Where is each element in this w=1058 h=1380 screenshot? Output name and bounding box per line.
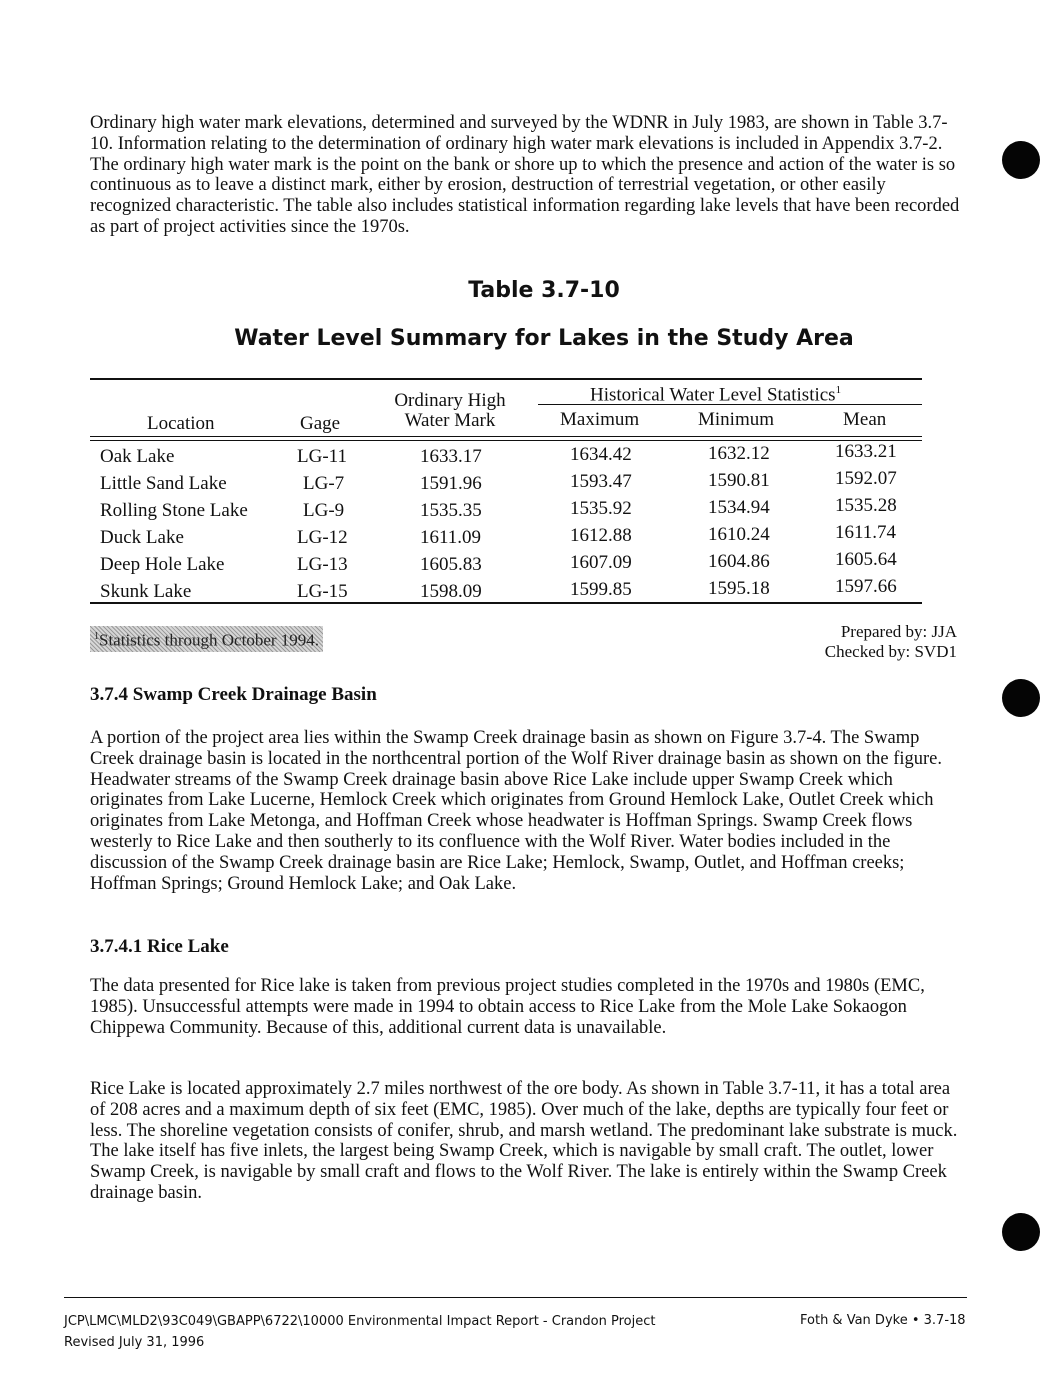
header-location: Location — [147, 413, 215, 434]
cell-minimum: 1590.81 — [708, 470, 770, 491]
table-bottom-rule — [90, 602, 922, 604]
cell-mean: 1633.21 — [835, 441, 897, 462]
checked-by: Checked by: SVD1 — [824, 642, 957, 661]
cell-mean: 1535.28 — [835, 495, 897, 516]
footer-path: JCP\LMC\MLD2\93C049\GBAPP\6722\10000 — [64, 1314, 344, 1329]
swamp-creek-paragraph: A portion of the project area lies within the Swamp Creek drainage basin as shown on Figure 3.7-4. The Swamp Creek drainage basin is located in the northcentral portion of the Wolf River drainage basin as shown on the figure. Headwater streams of the Swamp Creek drainage basin above Rice Lake include upper Swamp Creek which originates from Lake Lucerne, Hemlock Creek which originates from Ground Hemlock Lake, Outlet Creek which originates from Lake Metonga, and Hoffman Creek whose headwater is Hoffman Springs. Swamp Creek flows westerly to Rice Lake and then southerly to its confluence with the Wolf River. Water bodies included in the discussion of the Swamp Creek drainage basin are Rice Lake; Hemlock, Swamp, Outlet, and Hoffman creeks; Hoffman Springs; Ground Hemlock Lake; and Oak Lake. — [90, 728, 943, 894]
footnote-marker: 1 — [94, 631, 99, 642]
table-footnote — [90, 626, 323, 652]
cell-ohwm: 1591.96 — [420, 473, 482, 494]
cell-minimum: 1610.24 — [708, 524, 770, 545]
cell-location: Deep Hole Lake — [100, 554, 225, 575]
footer-report: Environmental Impact Report - Crandon Project — [347, 1314, 656, 1329]
cell-gage: LG-9 — [303, 500, 345, 521]
footer-bullet: • — [911, 1313, 920, 1328]
cell-location: Oak Lake — [100, 446, 175, 467]
cell-gage: LG-11 — [297, 446, 347, 467]
header-ohwm-line1: Ordinary High — [394, 390, 506, 411]
prepared-by: Prepared by: JJA — [840, 622, 957, 641]
cell-minimum: 1595.18 — [708, 578, 770, 599]
cell-ohwm: 1633.17 — [420, 446, 482, 467]
cell-minimum: 1534.94 — [708, 497, 770, 518]
binder-hole-2 — [1002, 679, 1040, 717]
header-ohwm-line2: Water Mark — [404, 410, 496, 431]
header-minimum: Minimum — [698, 409, 775, 430]
cell-maximum: 1607.09 — [570, 552, 632, 573]
cell-gage: LG-15 — [297, 581, 348, 602]
footer-page-number: 3.7-18 — [923, 1313, 966, 1328]
header-rule-1 — [90, 436, 922, 437]
cell-mean: 1611.74 — [835, 522, 897, 543]
rice-lake-paragraph-1: The data presented for Rice lake is taken from previous project studies completed in the 1970s and 1980s (EMC, 1985). Unsuccessful attempts were made in 1994 to obtain access to Rice Lake from the Mole Lake Sokaogon Chippewa Community. Because of this, additional current data is unavailable. — [90, 976, 925, 1038]
cell-gage: LG-7 — [303, 473, 345, 494]
cell-gage: LG-12 — [297, 527, 348, 548]
footer-right — [800, 1312, 966, 1330]
cell-location: Rolling Stone Lake — [100, 500, 248, 521]
cell-minimum: 1604.86 — [708, 551, 770, 572]
section-heading-rice-lake: 3.7.4.1 Rice Lake — [90, 936, 229, 957]
cell-maximum: 1535.92 — [570, 498, 632, 519]
rice-lake-paragraph-2: Rice Lake is located approximately 2.7 miles northwest of the ore body. As shown in Table 3.7-11, it has a total area of 208 acres and a maximum depth of six feet (EMC, 1985). Over much of the lake, depths are typically four feet or less. The shoreline vegetation consists of conifer, shrub, and marsh wetland. The predominant lake substrate is muck. The lake itself has five inlets, the largest being Swamp Creek, which is navigable by small craft. The outlet, lower Swamp Creek, is navigable by small craft and flows to the Wolf River. The lake is entirely within the Swamp Creek drainage basin. — [90, 1079, 958, 1203]
cell-location: Duck Lake — [100, 527, 184, 548]
header-mean: Mean — [843, 409, 887, 430]
cell-maximum: 1593.47 — [570, 471, 632, 492]
cell-mean: 1597.66 — [835, 576, 897, 597]
cell-ohwm: 1535.35 — [420, 500, 482, 521]
table-number: Table 3.7-10 — [468, 278, 620, 303]
footer-company: Foth & Van Dyke — [800, 1313, 908, 1328]
cell-mean: 1592.07 — [835, 468, 897, 489]
cell-location: Skunk Lake — [100, 581, 192, 602]
binder-hole-3 — [1002, 1213, 1040, 1251]
footer-left — [64, 1313, 655, 1352]
cell-ohwm: 1605.83 — [420, 554, 482, 575]
cell-ohwm: 1611.09 — [420, 527, 482, 548]
header-gage: Gage — [300, 413, 341, 434]
section-heading-swamp-creek: 3.7.4 Swamp Creek Drainage Basin — [90, 684, 377, 705]
cell-mean: 1605.64 — [835, 549, 897, 570]
footnote-text: Statistics through October 1994. — [99, 630, 320, 650]
stats-group-label: Historical Water Level Statistics — [590, 384, 836, 406]
cell-maximum: 1634.42 — [570, 444, 632, 465]
cell-location: Little Sand Lake — [100, 473, 227, 494]
header-stats-group — [590, 379, 841, 406]
header-rule-2 — [90, 440, 922, 441]
cell-minimum: 1632.12 — [708, 443, 770, 464]
table-title: Water Level Summary for Lakes in the Study Area — [234, 326, 854, 351]
footer-revised: Revised July 31, 1996 — [64, 1335, 205, 1350]
cell-gage: LG-13 — [297, 554, 348, 575]
footer-line-1 — [64, 1313, 655, 1331]
footer-rule — [64, 1297, 967, 1298]
cell-maximum: 1599.85 — [570, 579, 632, 600]
cell-maximum: 1612.88 — [570, 525, 632, 546]
stats-footnote-marker: 1 — [835, 384, 842, 396]
header-maximum: Maximum — [560, 409, 640, 430]
binder-hole-1 — [1002, 141, 1040, 179]
cell-ohwm: 1598.09 — [420, 581, 482, 602]
intro-paragraph: Ordinary high water mark elevations, determined and surveyed by the WDNR in July 1983, are shown in Table 3.7-10. Information relating to the determination of ordinary high water mark elevations is included in Appendix 3.7-2. The ordinary high water mark is the point on the bank or shore up to which the presence and action of the water is so continuous as to leave a distinct mark, either by erosion, destruction of terrestrial vegetation, or other easily recognized characteristic. The table also includes statistical information regarding lake levels that have been recorded as part of project activities since the 1970s. — [90, 113, 960, 237]
